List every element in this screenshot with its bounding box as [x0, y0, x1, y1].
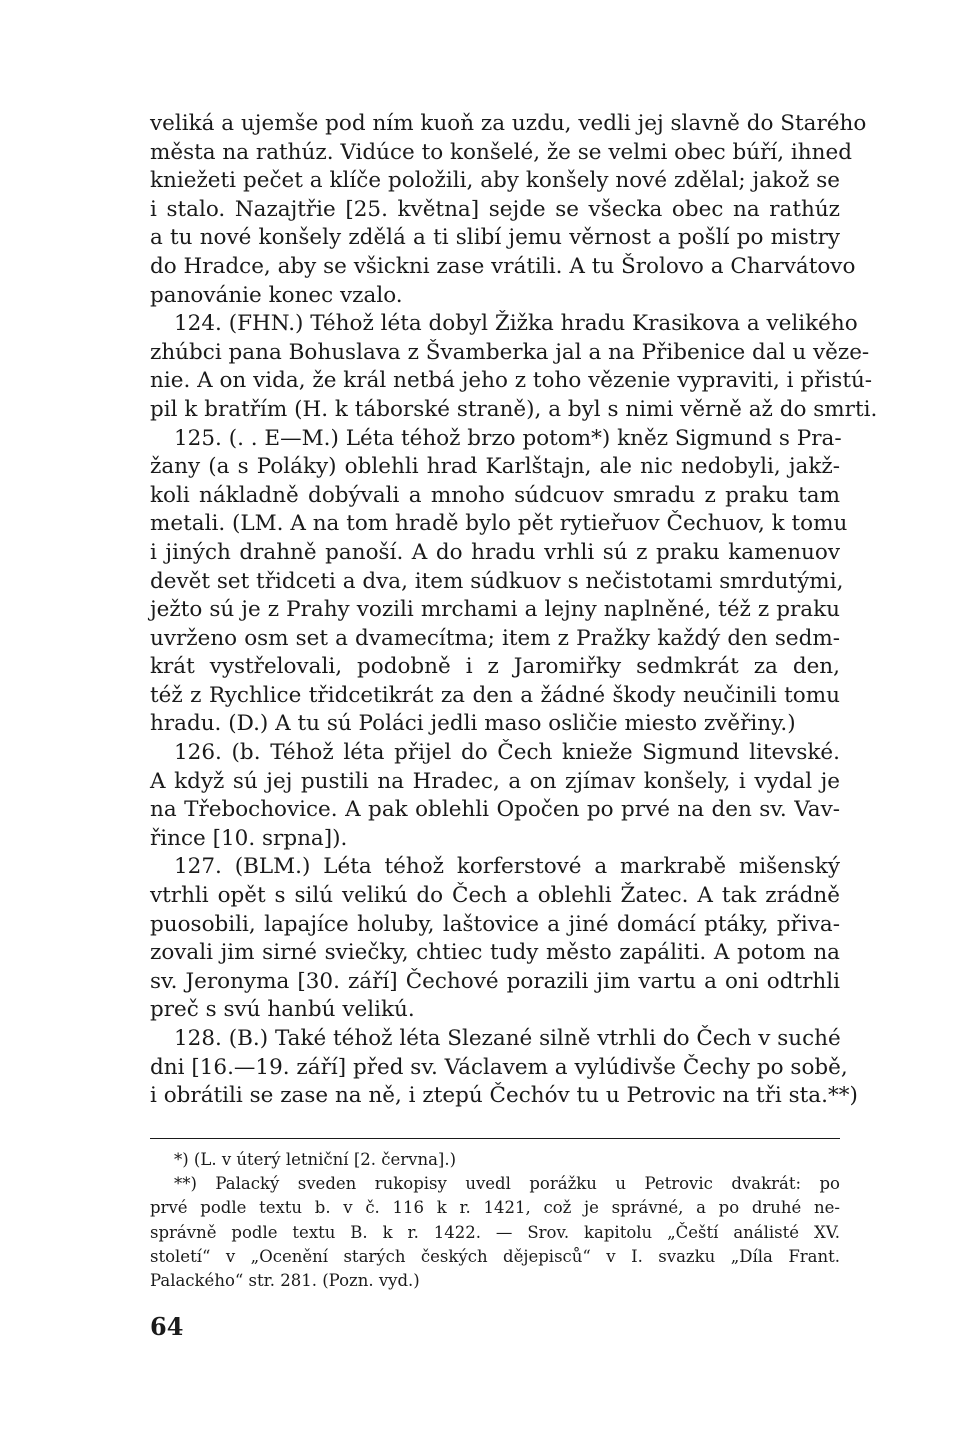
text-line: sv. Jeronyma [30. září] Čechové porazili jim vartu a oni odtrhli — [150, 968, 840, 994]
text-line: A když sú jej pustili na Hradec, a on zjímav konšely, i vydal je — [150, 768, 840, 794]
footnote-line: Palackého“ str. 281. (Pozn. vyd.) — [150, 1271, 420, 1291]
text-line: 126. (b. Téhož léta přijel do Čech knieže Sigmund litevské. — [174, 740, 840, 766]
text-line: zhúbci pana Bohuslava z Švamberka jal a na Přibenice dal u věze- — [150, 339, 870, 365]
text-line: žany (a s Poláky) oblehli hrad Karlštajn, ale nic nedobyli, jakž- — [150, 454, 840, 480]
text-line: 124. (FHN.) Téhož léta dobyl Žižka hradu Krasikova a velikého — [174, 311, 858, 337]
footnote-line: správně podle textu B. k r. 1422. — Srov. kapitolu „Čeští análisté XV. — [150, 1222, 840, 1242]
text-line: řince [10. srpna]). — [150, 825, 348, 851]
text-line: panovánie konec vzalo. — [150, 282, 403, 308]
text-line: na Třebochovice. A pak oblehli Opočen po prvé na den sv. Vav- — [150, 797, 840, 823]
text-line: 128. (B.) Také téhož léta Slezané silně vtrhli do Čech v suché — [174, 1026, 841, 1051]
text-line: vtrhli opět s silú velikú do Čech a oblehli Žatec. A tak zrádně — [150, 883, 840, 909]
text-line: devět set třidceti a dva, item súdkuov s nečistotami smrdutými, — [150, 568, 844, 594]
text-line: puosobili, lapajíce holuby, laštovice a jiné domácí ptáky, přiva- — [150, 911, 840, 937]
footnote-line: **) Palacký sveden rukopisy uvedl porážku u Petrovic dvakrát: po — [174, 1174, 840, 1194]
page-number: 64 — [150, 1312, 184, 1341]
text-line: dni [16.—19. září] před sv. Václavem a vylúdivše Čechy po sobě, — [150, 1054, 848, 1080]
footnote-line: století“ v „Ocenění starých českých dějepisců“ v I. svazku „Díla Frant. — [150, 1246, 840, 1266]
text-line: krát vystřelovali, podobně i z Jaromiřky sedmkrát za den, — [150, 654, 840, 680]
text-line: města na rathúz. Vidúce to konšelé, že se velmi obec búří, ihned — [150, 139, 852, 165]
text-line: hradu. (D.) A tu sú Poláci jedli maso osličie miesto zvěřiny.) — [150, 711, 796, 737]
text-line: uvrženo osm set a dvamecítma; item z Pražky každý den sedm- — [150, 625, 840, 651]
text-line: ježto sú je z Prahy vozili mrchami a lejny naplněné, též z praku — [150, 597, 840, 623]
text-line: pil k bratřím (H. k táborské straně), a byl s nimi věrně až do smrti. — [150, 396, 878, 422]
footnote-divider — [150, 1138, 840, 1139]
text-line: veliká a ujemše pod ním kuoň za uzdu, vedli jej slavně do Starého — [150, 111, 867, 136]
text-line: do Hradce, aby se všickni zase vrátili. A tu Šrolovo a Charvátovo — [150, 253, 856, 279]
text-line: 127. (BLM.) Léta téhož korferstové a markrabě mišenský — [174, 854, 840, 880]
text-line: zovali jim sirné sviečky, chtiec tudy město zapáliti. A potom na — [150, 940, 840, 966]
footnote-line: *) (L. v úterý letniční [2. června].) — [174, 1150, 457, 1169]
text-line: i obrátili se zase na ně, i ztepú Čechóv tu u Petrovic na tři sta.**) — [150, 1083, 858, 1109]
footnotes — [150, 1148, 840, 1293]
text-line: nie. A on vida, že král netbá jeho z toho vězenie vypraviti, i přistú- — [150, 368, 873, 394]
text-line: preč s svú hanbú velikú. — [150, 997, 415, 1023]
text-line: metali. (LM. A na tom hradě bylo pět rytieřuov Čechuov, k tomu — [150, 511, 848, 537]
text-line: i jiných drahně panoší. A do hradu vrhli sú z praku kamenuov — [150, 539, 840, 565]
footnote-line: prvé podle textu b. v č. 116 k r. 1421, což je správné, a po druhé ne- — [150, 1198, 840, 1218]
text-line: a tu nové konšely zdělá a ti slibí jemu věrnost a pošlí po mistry — [150, 225, 840, 251]
text-line: 125. (. . E—M.) Léta téhož brzo potom*) kněz Sigmund s Pra- — [174, 425, 842, 451]
text-line: kniežeti pečet a klíče položili, aby konšely nové zdělal; jakož se — [150, 168, 840, 194]
text-line: též z Rychlice třidcetikrát za den a žádné škody neučinili tomu — [150, 682, 840, 708]
main-text — [150, 110, 878, 1111]
text-line: koli nákladně dobývali a mnoho súdcuov smradu z praku tam — [150, 482, 840, 508]
text-line: i stalo. Nazajtřie [25. května] sejde se všecka obec na rathúz — [150, 196, 840, 222]
